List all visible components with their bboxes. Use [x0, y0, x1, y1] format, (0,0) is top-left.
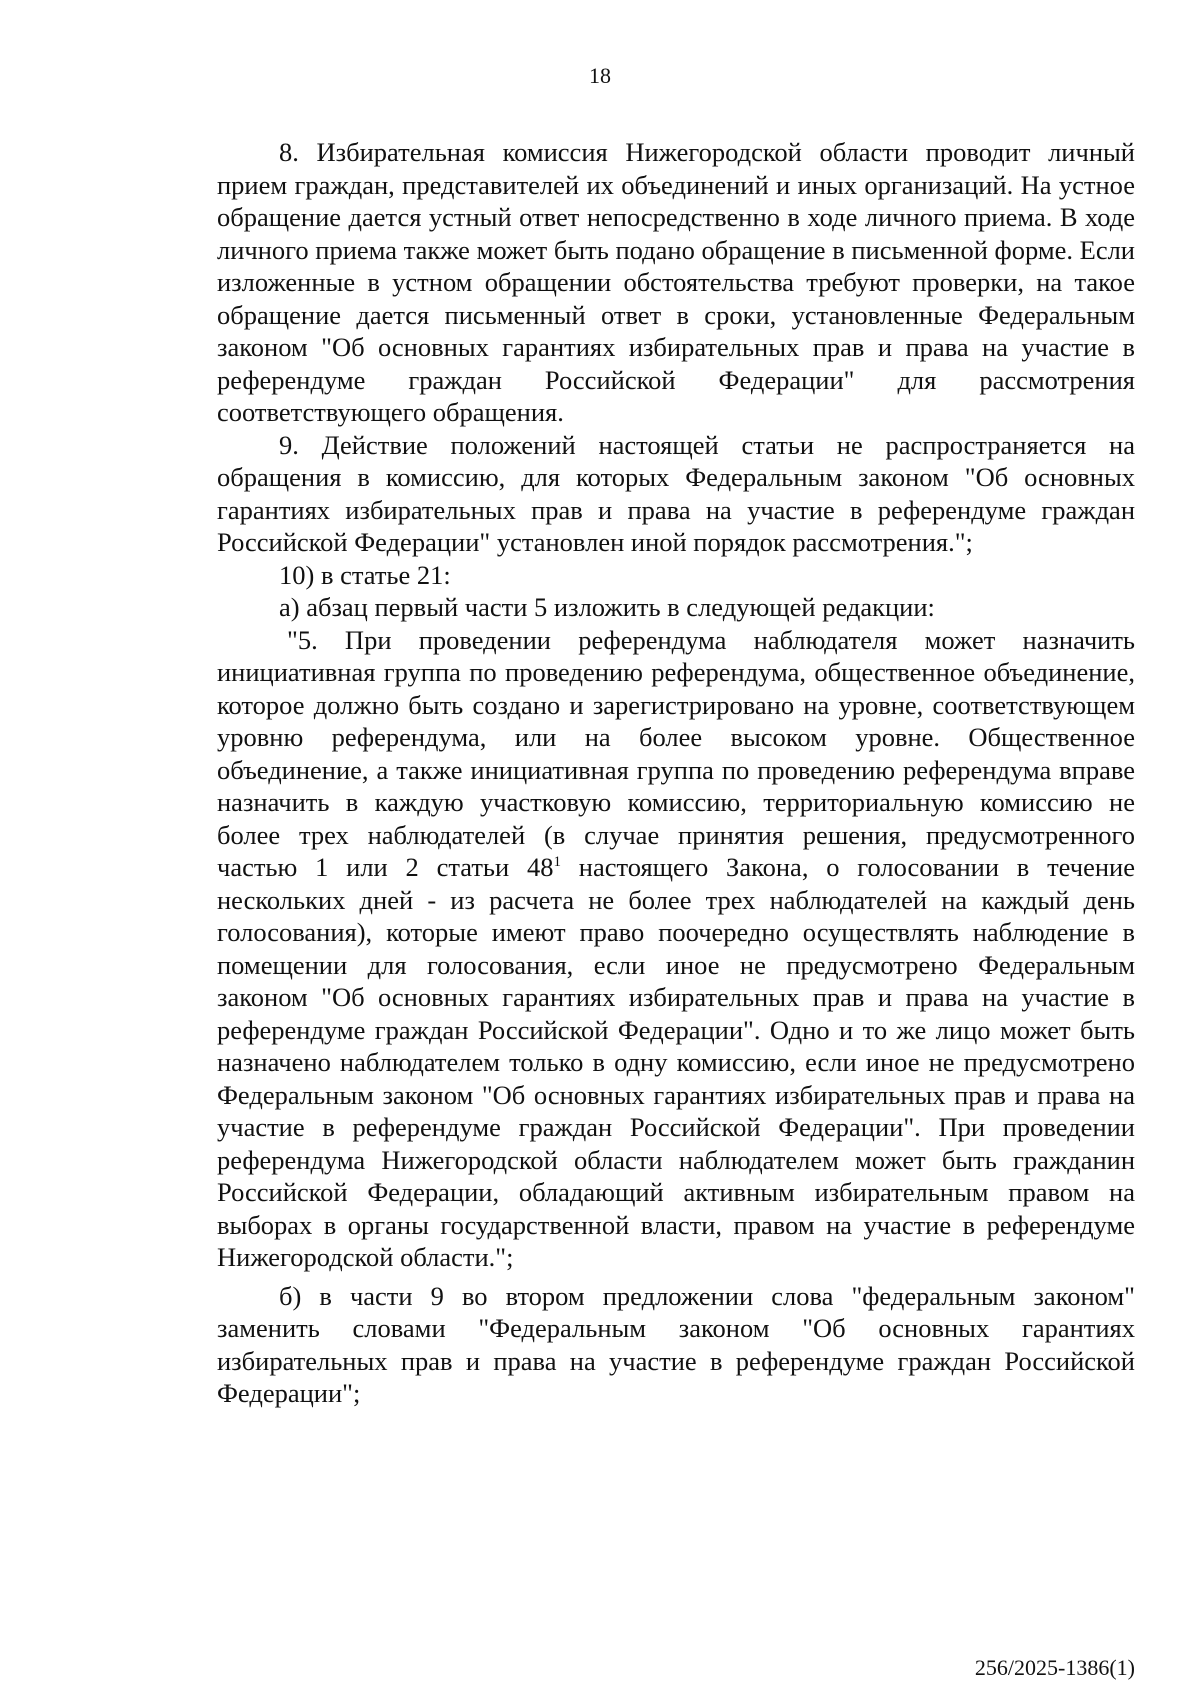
part-5-text-start: "5. При проведении референдума наблюдателя может назначить инициативная группа по проведению референдума, общественное объединение, которое должно быть создано и зарегистрировано на уровне, соответствующем уровню референдума, или на более высоком уровне. Общественное объединение, а также инициативная группа по проведению референдума вправе назначить в каждую участковую комиссию, территориальную комиссию не более трех наблюдателей (в случае принятия решения, предусмотренного частью 1 или 2 статьи 48: [217, 624, 1135, 882]
page-number: 18: [589, 63, 611, 88]
paragraph-10b: б) в части 9 во втором предложении слова "федеральным законом" заменить словами "Федеральным законом "Об основных гарантиях избирательных прав и права на участие в референдуме граждан Российской Федерации";: [217, 1280, 1135, 1408]
part-5-text-end: настоящего Закона, о голосовании в течение нескольких дней - из расчета не более трех наблюдателей на каждый день голосования), которые имеют право поочередно осуществлять наблюдение в помещении для голосования, если иное не предусмотрено Федеральным законом "Об основных гарантиях избирательных прав и права на участие в референдуме граждан Российской Федерации". Одно и то же лицо может быть назначено наблюдателем только в одну комиссию, если иное не предусмотрено Федеральным законом "Об основных гарантиях избирательных прав и права на участие в референдуме граждан Российской Федерации". При проведении референдума Нижегородской области наблюдателем может быть гражданин Российской Федерации, обладающий активным избирательным правом на выборах в органы государственной власти, правом на участие в референдуме Нижегородской области.";: [217, 852, 1135, 1272]
article-superscript: 1: [553, 854, 561, 870]
document-body: [217, 136, 1135, 1410]
paragraph-10: 10) в статье 21:: [279, 559, 451, 590]
document-code: 256/2025-1386(1): [974, 1655, 1135, 1680]
paragraph-10a: а) абзац первый части 5 изложить в следующей редакции:: [279, 592, 935, 622]
paragraph-8: 8. Избирательная комиссия Нижегородской области проводит личный прием граждан, представителей их объединений и иных организаций. На устное обращение дается устный ответ непосредственно в ходе личного приема. В ходе личного приема также может быть подано обращение в письменной форме. Если изложенные в устном обращении обстоятельства требуют проверки, на такое обращение дается письменный ответ в сроки, установленные Федеральным законом "Об основных гарантиях избирательных прав и права на участие в референдуме граждан Российской Федерации" для рассмотрения соответствующего обращения.: [217, 137, 1135, 427]
paragraph-part-5: [217, 624, 1135, 1274]
paragraph-9: 9. Действие положений настоящей статьи не распространяется на обращения в комиссию, для которых Федеральным законом "Об основных гарантиях избирательных прав и права на участие в референдуме граждан Российской Федерации" установлен иной порядок рассмотрения.";: [217, 429, 1135, 557]
